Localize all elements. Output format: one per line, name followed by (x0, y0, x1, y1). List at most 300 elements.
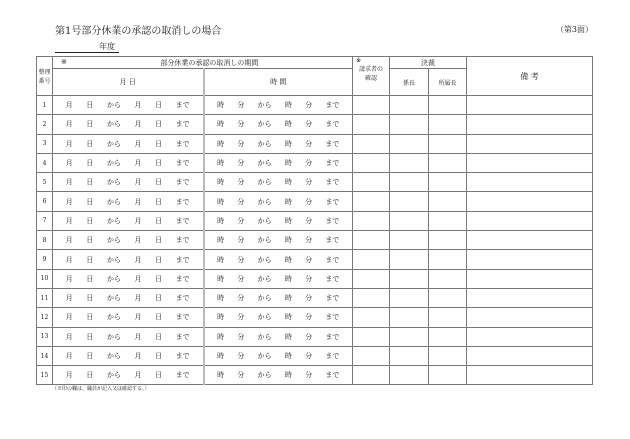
time-label: 時 (217, 216, 225, 225)
time-label: から (257, 236, 272, 245)
head-cell[interactable] (429, 250, 467, 269)
row-number: 5 (37, 173, 53, 192)
time-label: まで (325, 139, 340, 148)
date-label: まで (175, 101, 190, 110)
date-label: 月 (134, 274, 142, 283)
date-range-cell[interactable] (53, 134, 204, 153)
time-label: まで (325, 159, 340, 168)
time-label: 時 (217, 197, 225, 206)
table-row (37, 153, 593, 172)
date-label: から (106, 274, 121, 283)
chief-cell[interactable] (390, 115, 429, 134)
date-label: 月 (134, 332, 142, 341)
date-label: 月 (65, 313, 73, 322)
row-number: 2 (37, 115, 53, 134)
row-number: 15 (37, 366, 53, 385)
date-range-cell[interactable] (53, 250, 204, 269)
remarks-cell[interactable] (467, 211, 593, 230)
date-label: から (106, 352, 121, 360)
time-label: 分 (305, 274, 313, 283)
date-label: 日 (155, 294, 163, 303)
row-number: 14 (37, 346, 53, 365)
row-number: 6 (37, 192, 53, 211)
date-label: 日 (155, 197, 163, 206)
confirm-cell[interactable] (353, 231, 390, 250)
header-chief: 係長 (390, 69, 429, 96)
date-label: 日 (155, 274, 163, 283)
confirm-cell[interactable] (353, 288, 390, 307)
date-label: まで (175, 178, 190, 187)
header-confirm: ※ 請求者の確認 (353, 57, 390, 96)
date-label: 日 (86, 139, 94, 148)
chief-cell[interactable] (390, 269, 429, 288)
date-label: 月 (65, 352, 73, 360)
table-row (37, 308, 593, 327)
confirm-cell[interactable] (353, 269, 390, 288)
date-label: 月 (134, 371, 142, 380)
date-range-cell[interactable] (53, 231, 204, 250)
time-label: 時 (284, 120, 292, 129)
time-label: から (257, 139, 272, 148)
time-label: 時 (217, 101, 225, 110)
date-range-cell[interactable] (53, 173, 204, 192)
date-label: 月 (134, 101, 142, 110)
time-label: 時 (284, 255, 292, 264)
time-label: 分 (237, 371, 245, 380)
date-label: 月 (134, 352, 142, 360)
remarks-cell[interactable] (467, 96, 593, 115)
header-period: ※ 部分休業の承認の取消しの期間 (53, 57, 353, 69)
time-range-cell[interactable] (204, 231, 353, 250)
time-label: まで (325, 255, 340, 264)
row-number: 7 (37, 211, 53, 230)
remarks-cell[interactable] (467, 153, 593, 172)
time-label: 分 (305, 255, 313, 264)
head-cell[interactable] (429, 327, 467, 346)
remarks-cell[interactable] (467, 366, 593, 385)
date-label: まで (175, 197, 190, 206)
table-row (37, 250, 593, 269)
time-label: から (257, 178, 272, 187)
date-label: まで (175, 274, 190, 283)
chief-cell[interactable] (390, 288, 429, 307)
remarks-cell[interactable] (467, 308, 593, 327)
date-label: 日 (155, 236, 163, 245)
date-label: まで (175, 236, 190, 245)
head-cell[interactable] (429, 231, 467, 250)
header-remarks: 備 考 (467, 57, 593, 96)
date-label: 日 (86, 274, 94, 283)
confirm-cell[interactable] (353, 153, 390, 172)
time-label: から (257, 371, 272, 380)
time-label: 時 (217, 178, 225, 187)
time-label: 時 (217, 236, 225, 245)
time-label: まで (325, 274, 340, 283)
time-label: 時 (284, 197, 292, 206)
date-label: 月 (134, 178, 142, 187)
table-row (37, 96, 593, 115)
time-range-cell[interactable] (204, 211, 353, 230)
time-label: 時 (217, 294, 225, 303)
time-label: 時 (284, 313, 292, 322)
time-label: 時 (217, 120, 225, 129)
table-row (37, 288, 593, 307)
time-label: 分 (237, 197, 245, 206)
table-row (37, 346, 593, 365)
time-label: 分 (237, 178, 245, 187)
confirm-cell[interactable] (353, 366, 390, 385)
chief-cell[interactable] (390, 327, 429, 346)
head-cell[interactable] (429, 269, 467, 288)
date-label: 月 (134, 236, 142, 245)
time-label: 分 (237, 332, 245, 341)
time-range-cell[interactable] (204, 250, 353, 269)
date-range-cell[interactable] (53, 153, 204, 172)
date-label: 月 (134, 197, 142, 206)
chief-cell[interactable] (390, 134, 429, 153)
date-label: 月 (134, 313, 142, 322)
date-label: 月 (65, 371, 73, 380)
time-label: 分 (237, 294, 245, 303)
date-label: 月 (65, 178, 73, 187)
head-cell[interactable] (429, 211, 467, 230)
date-label: 日 (86, 101, 94, 110)
date-label: 月 (65, 294, 73, 303)
time-label: から (257, 294, 272, 303)
time-label: 分 (237, 101, 245, 110)
header-no: 整理番号 (37, 57, 53, 96)
date-label: まで (175, 120, 190, 129)
form-title: 第1号部分休業の承認の取消しの場合 (55, 26, 222, 37)
remarks-cell[interactable] (467, 134, 593, 153)
head-cell[interactable] (429, 192, 467, 211)
time-label: 分 (305, 101, 313, 110)
row-number: 8 (37, 231, 53, 250)
date-label: 日 (155, 352, 163, 360)
remarks-cell[interactable] (467, 327, 593, 346)
header-decision: 決裁 (390, 57, 467, 69)
head-cell[interactable] (429, 153, 467, 172)
table-row (37, 211, 593, 230)
date-label: から (106, 120, 121, 129)
page-number: （第3面） (555, 25, 593, 34)
remarks-cell[interactable] (467, 346, 593, 365)
time-label: 分 (237, 216, 245, 225)
date-label: から (106, 159, 121, 168)
date-range-cell[interactable] (53, 269, 204, 288)
time-label: 時 (284, 216, 292, 225)
date-label: まで (175, 294, 190, 303)
confirm-cell[interactable] (353, 192, 390, 211)
time-label: 分 (305, 159, 313, 168)
time-label: 時 (217, 332, 225, 341)
date-label: 日 (86, 294, 94, 303)
header-head: 所属長 (429, 69, 467, 96)
date-label: 月 (65, 274, 73, 283)
head-cell[interactable] (429, 96, 467, 115)
head-cell[interactable] (429, 308, 467, 327)
date-range-cell[interactable] (53, 192, 204, 211)
date-label: から (106, 255, 121, 264)
date-label: 日 (155, 159, 163, 168)
time-range-cell[interactable] (204, 96, 353, 115)
time-label: から (257, 332, 272, 341)
date-label: まで (175, 332, 190, 341)
remarks-cell[interactable] (467, 115, 593, 134)
row-number: 11 (37, 288, 53, 307)
time-range-cell[interactable] (204, 269, 353, 288)
confirm-cell[interactable] (353, 308, 390, 327)
row-number: 3 (37, 134, 53, 153)
date-label: 日 (155, 139, 163, 148)
date-label: 月 (134, 139, 142, 148)
date-label: 日 (155, 120, 163, 129)
date-label: まで (175, 313, 190, 322)
time-label: 分 (305, 313, 313, 322)
table-row (37, 173, 593, 192)
chief-cell[interactable] (390, 173, 429, 192)
row-number: 1 (37, 96, 53, 115)
time-label: 時 (284, 274, 292, 283)
time-label: から (257, 313, 272, 322)
date-label: 日 (155, 255, 163, 264)
header-time: 時 間 (204, 69, 353, 96)
confirm-cell[interactable] (353, 134, 390, 153)
time-label: 時 (217, 313, 225, 322)
date-label: 月 (134, 294, 142, 303)
date-label: 日 (155, 101, 163, 110)
table-row (37, 231, 593, 250)
time-label: 時 (217, 139, 225, 148)
date-label: まで (175, 139, 190, 148)
time-label: 時 (284, 294, 292, 303)
date-label: から (106, 216, 121, 225)
table-row (37, 115, 593, 134)
time-label: 分 (237, 313, 245, 322)
footnote: （※印の欄は、職員が記入又は確認する。） (52, 386, 150, 392)
date-label: 月 (65, 101, 73, 110)
confirm-cell[interactable] (353, 115, 390, 134)
table-row (37, 269, 593, 288)
date-range-cell[interactable] (53, 96, 204, 115)
chief-cell[interactable] (390, 250, 429, 269)
time-range-cell[interactable] (204, 173, 353, 192)
chief-cell[interactable] (390, 153, 429, 172)
time-label: 分 (305, 236, 313, 245)
date-label: から (106, 178, 121, 187)
time-label: から (257, 216, 272, 225)
date-label: から (106, 197, 121, 206)
table-row (37, 192, 593, 211)
time-label: 分 (305, 178, 313, 187)
time-label: 時 (284, 178, 292, 187)
date-label: 日 (86, 332, 94, 341)
time-label: 分 (305, 294, 313, 303)
date-label: 日 (86, 216, 94, 225)
date-label: 月 (65, 159, 73, 168)
time-label: 時 (284, 371, 292, 380)
time-label: まで (325, 352, 340, 360)
time-label: 時 (217, 371, 225, 380)
table-row (37, 134, 593, 153)
remarks-cell[interactable] (467, 250, 593, 269)
remarks-cell[interactable] (467, 269, 593, 288)
time-label: 時 (217, 255, 225, 264)
date-label: 日 (86, 255, 94, 264)
row-number: 13 (37, 327, 53, 346)
time-range-cell[interactable] (204, 153, 353, 172)
date-range-cell[interactable] (53, 308, 204, 327)
cancellation-table (36, 56, 593, 385)
confirm-cell[interactable] (353, 327, 390, 346)
time-label: から (257, 274, 272, 283)
confirm-cell[interactable] (353, 211, 390, 230)
date-label: 日 (86, 120, 94, 129)
time-label: 時 (284, 236, 292, 245)
time-label: まで (325, 178, 340, 187)
date-range-cell[interactable] (53, 211, 204, 230)
date-label: まで (175, 371, 190, 380)
date-label: から (106, 332, 121, 341)
time-range-cell[interactable] (204, 308, 353, 327)
time-label: 分 (237, 120, 245, 129)
date-label: 月 (65, 332, 73, 341)
date-label: 日 (86, 313, 94, 322)
time-label: 時 (217, 352, 225, 360)
date-range-cell[interactable] (53, 288, 204, 307)
table-row (37, 327, 593, 346)
time-label: 分 (305, 197, 313, 206)
time-label: まで (325, 313, 340, 322)
time-label: 時 (217, 274, 225, 283)
date-label: 月 (65, 197, 73, 206)
head-cell[interactable] (429, 173, 467, 192)
time-label: 分 (305, 352, 313, 360)
date-range-cell[interactable] (53, 366, 204, 385)
time-label: から (257, 352, 272, 360)
date-label: 月 (65, 255, 73, 264)
time-label: 分 (237, 352, 245, 360)
time-label: 時 (217, 159, 225, 168)
time-range-cell[interactable] (204, 134, 353, 153)
time-label: まで (325, 216, 340, 225)
date-label: 月 (65, 216, 73, 225)
row-number: 12 (37, 308, 53, 327)
time-range-cell[interactable] (204, 366, 353, 385)
time-label: から (257, 159, 272, 168)
date-label: 日 (86, 159, 94, 168)
date-label: から (106, 294, 121, 303)
time-label: から (257, 120, 272, 129)
row-number: 10 (37, 269, 53, 288)
confirm-cell[interactable] (353, 250, 390, 269)
date-label: 月 (65, 120, 73, 129)
year-field: 年度 (55, 41, 119, 53)
date-label: 日 (155, 178, 163, 187)
chief-cell[interactable] (390, 192, 429, 211)
time-label: まで (325, 236, 340, 245)
date-label: 月 (134, 120, 142, 129)
time-label: 時 (284, 159, 292, 168)
time-label: 時 (284, 332, 292, 341)
date-range-cell[interactable] (53, 327, 204, 346)
date-label: 日 (86, 352, 94, 360)
head-cell[interactable] (429, 134, 467, 153)
remarks-cell[interactable] (467, 231, 593, 250)
time-range-cell[interactable] (204, 327, 353, 346)
date-range-cell[interactable] (53, 115, 204, 134)
date-label: 月 (134, 255, 142, 264)
time-label: 分 (305, 139, 313, 148)
time-label: 分 (237, 236, 245, 245)
date-label: 日 (86, 178, 94, 187)
chief-cell[interactable] (390, 366, 429, 385)
chief-cell[interactable] (390, 346, 429, 365)
time-label: 分 (237, 139, 245, 148)
time-label: 分 (305, 120, 313, 129)
date-label: 月 (65, 139, 73, 148)
time-label: 分 (237, 274, 245, 283)
date-label: 月 (134, 159, 142, 168)
time-range-cell[interactable] (204, 115, 353, 134)
time-label: まで (325, 197, 340, 206)
date-range-cell[interactable] (53, 346, 204, 365)
head-cell[interactable] (429, 115, 467, 134)
chief-cell[interactable] (390, 308, 429, 327)
date-label: 日 (86, 197, 94, 206)
time-label: まで (325, 294, 340, 303)
time-label: 分 (237, 255, 245, 264)
date-label: から (106, 139, 121, 148)
head-cell[interactable] (429, 346, 467, 365)
time-label: 時 (284, 101, 292, 110)
time-label: から (257, 255, 272, 264)
chief-cell[interactable] (390, 231, 429, 250)
confirm-cell[interactable] (353, 96, 390, 115)
time-label: まで (325, 101, 340, 110)
date-label: から (106, 236, 121, 245)
row-number: 4 (37, 153, 53, 172)
chief-cell[interactable] (390, 96, 429, 115)
date-label: 日 (155, 332, 163, 341)
date-label: から (106, 101, 121, 110)
date-label: まで (175, 216, 190, 225)
date-label: まで (175, 159, 190, 168)
time-label: 分 (305, 332, 313, 341)
time-label: 分 (305, 216, 313, 225)
date-label: 日 (86, 371, 94, 380)
date-label: 日 (86, 236, 94, 245)
confirm-cell[interactable] (353, 173, 390, 192)
row-number: 9 (37, 250, 53, 269)
confirm-cell[interactable] (353, 346, 390, 365)
time-range-cell[interactable] (204, 346, 353, 365)
remarks-cell[interactable] (467, 192, 593, 211)
chief-cell[interactable] (390, 211, 429, 230)
date-label: 日 (155, 371, 163, 380)
date-label: 日 (155, 313, 163, 322)
time-range-cell[interactable] (204, 192, 353, 211)
remarks-cell[interactable] (467, 173, 593, 192)
head-cell[interactable] (429, 288, 467, 307)
remarks-cell[interactable] (467, 288, 593, 307)
head-cell[interactable] (429, 366, 467, 385)
table-row (37, 366, 593, 385)
header-date: 月 日 (53, 69, 204, 96)
time-label: から (257, 101, 272, 110)
time-range-cell[interactable] (204, 288, 353, 307)
time-label: 分 (305, 371, 313, 380)
